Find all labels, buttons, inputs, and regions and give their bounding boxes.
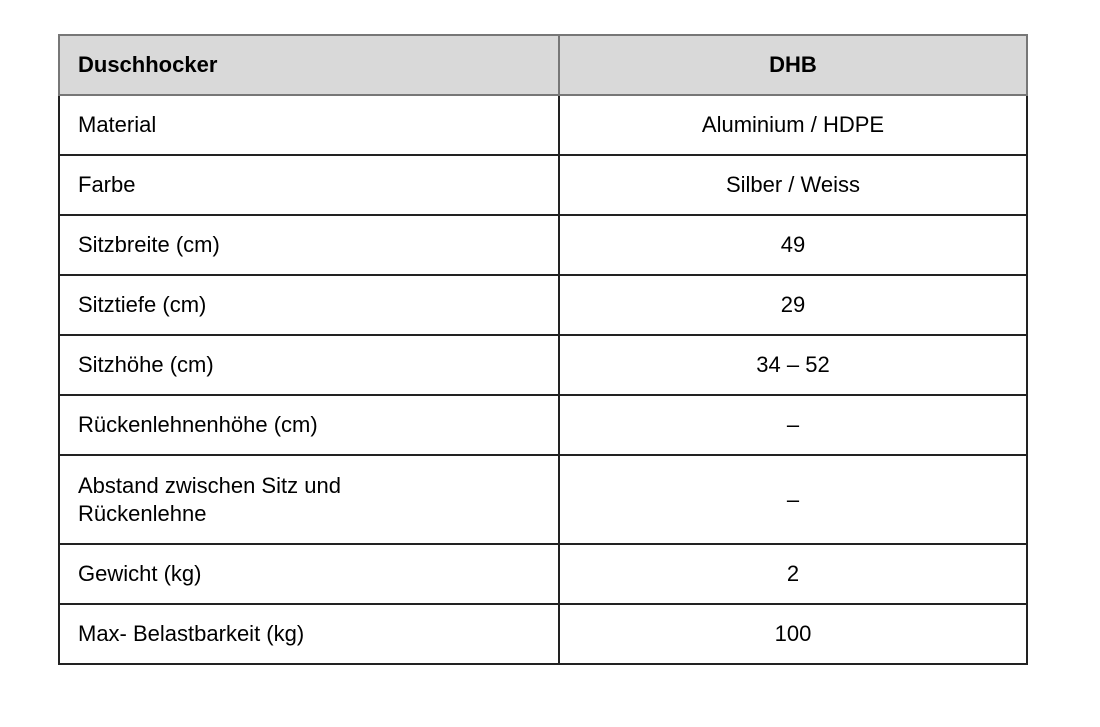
table-row <box>59 395 1027 455</box>
row-label: Material <box>59 95 559 155</box>
spec-table <box>58 34 1028 665</box>
table-row <box>59 275 1027 335</box>
header-product: Duschhocker <box>59 35 559 95</box>
row-value: 2 <box>559 544 1027 604</box>
row-label: Sitztiefe (cm) <box>59 275 559 335</box>
row-value: 34 – 52 <box>559 335 1027 395</box>
row-value: – <box>559 455 1027 544</box>
row-value: Aluminium / HDPE <box>559 95 1027 155</box>
table-row <box>59 335 1027 395</box>
row-label: Sitzbreite (cm) <box>59 215 559 275</box>
header-row <box>59 35 1027 95</box>
table-row <box>59 155 1027 215</box>
row-value: 100 <box>559 604 1027 664</box>
row-label-text: Abstand zwischen Sitz und Rückenlehne <box>78 472 341 526</box>
row-value: – <box>559 395 1027 455</box>
row-value: 49 <box>559 215 1027 275</box>
row-label: Sitzhöhe (cm) <box>59 335 559 395</box>
table-row <box>59 455 1027 544</box>
table-row <box>59 215 1027 275</box>
row-label: Max- Belastbarkeit (kg) <box>59 604 559 664</box>
row-label <box>59 455 559 544</box>
header-model: DHB <box>559 35 1027 95</box>
row-label: Rückenlehnenhöhe (cm) <box>59 395 559 455</box>
table-row <box>59 95 1027 155</box>
row-label: Farbe <box>59 155 559 215</box>
table-row <box>59 544 1027 604</box>
row-value: Silber / Weiss <box>559 155 1027 215</box>
table-row <box>59 604 1027 664</box>
row-value: 29 <box>559 275 1027 335</box>
row-label: Gewicht (kg) <box>59 544 559 604</box>
